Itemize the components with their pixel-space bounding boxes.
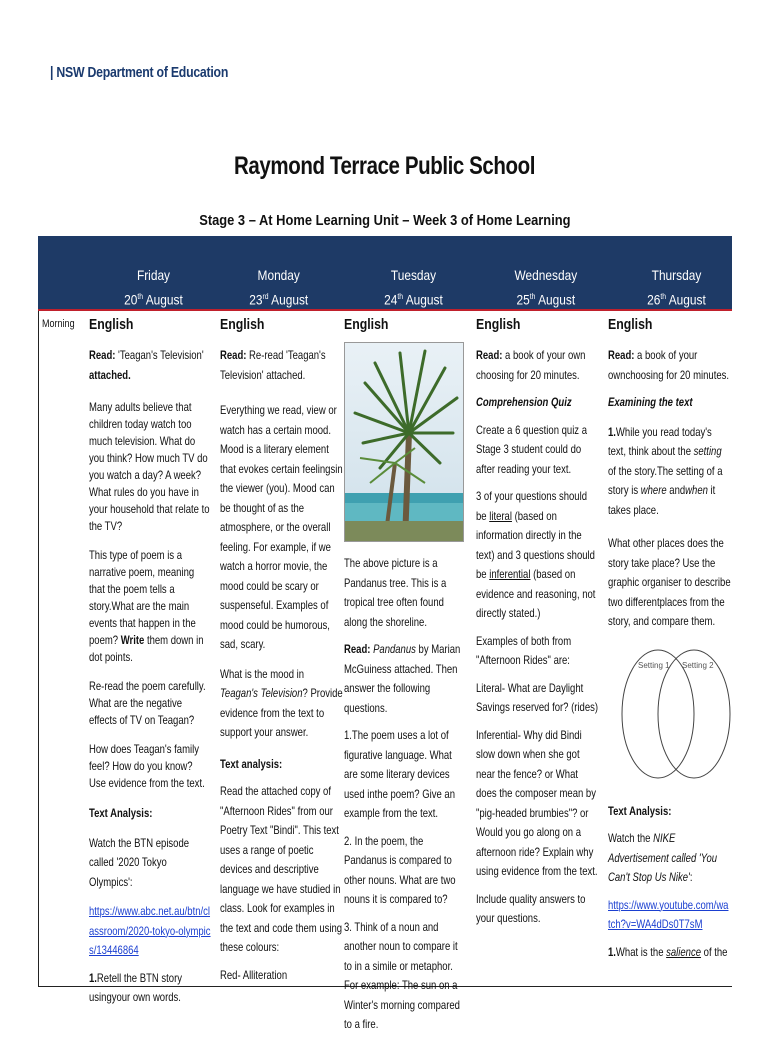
friday-read: Read: 'Teagan's Television' attached. [89,349,204,382]
day-header-thursday: Thursday 26th August [646,267,706,308]
wednesday-column [476,314,602,937]
thursday-column [608,314,734,970]
thursday-para-1: 1.While you read today's text, think about the setting of the story.The setting of a story is where andwhen it takes place. [608,425,723,517]
wednesday-para-1: Create a 6 question quiz a Stage 3 student could do after reading your text. [476,423,587,476]
monday-para-4: Red- Alliteration [220,968,288,982]
thursday-para-4: 1.What is the salience of the [608,945,728,959]
wednesday-quiz-heading: Comprehension Quiz [476,396,572,409]
thursday-text-analysis: Text Analysis: [608,804,672,818]
department-header: | NSW Department of Education [50,64,229,81]
monday-text-analysis: Text analysis: [220,757,283,771]
friday-text-analysis: Text Analysis: [89,807,153,820]
friday-para-6: 1.Retell the BTN story usingyour own words. [89,971,182,1004]
monday-para-2: What is the mood in Teagan's Television? Provide evidence from the text to support your answer. [220,667,343,739]
wednesday-para-5: Inferential- Why did Bindi slow down when she got near the fence? or What does the composer mean by "pig-headed brumbies"? or Would you go along on a afternoon ride? Explain why using evidence from the text. [476,728,598,878]
venn-label-left: Setting 1 [638,661,670,670]
thursday-nike-link[interactable]: https://www.youtube.com/watch?v=WA4dDs0T7sM [608,898,729,931]
wednesday-read: Read: a book of your own choosing for 20 minutes. [476,349,586,382]
subject-heading: English [344,316,389,333]
subject-heading: English [89,316,134,333]
thursday-examining-heading: Examining the text [608,396,693,409]
wednesday-para-6: Include quality answers to your questions. [476,892,586,925]
monday-read: Read: Re-read 'Teagan's Television' attached. [220,349,326,382]
friday-para-4: How does Teagan's family feel? How do you know? Use evidence from the text. [89,743,205,790]
tuesday-question-1: 1.The poem uses a lot of figurative language. What are some literary devices used inthe poem? Give an example from the text. [344,729,455,820]
school-title: Raymond Terrace Public School [234,152,536,180]
tuesday-read: Read: Pandanus by Marian McGuiness attached. Then answer the following questions. [344,643,461,715]
friday-para-3: Re-read the poem carefully. What are the negative effects of TV on Teagan? [89,680,206,727]
monday-column [220,314,346,993]
venn-label-right: Setting 2 [682,661,714,670]
tuesday-para-1: The above picture is a Pandanus tree. This is a tropical tree often found along the shoreline. [344,557,447,629]
monday-para-1: Everything we read, view or watch has a certain mood. Mood is a literary element that evokes certain feelingsin the viewer (you). Mood can be thought of as the atmosphere, or the overall feeling. For example, if we watch a horror movie, the mood could be scary or suspenseful. Examples of mood could be humorous, sad, scary. [220,404,343,651]
subject-heading: English [476,316,521,333]
monday-para-3: Read the attached copy of "Afternoon Rides" from our Poetry Text "Bindi". This text uses a range of poetic devices and descriptive language we have studied in class. Look for examples in the text and code them using these colours: [220,785,343,954]
day-header-monday: Monday 23rd August [249,267,309,308]
tuesday-question-3: 3. Think of a noun and another noun to compare it to in a simile or metaphor. For example: The sun on a Winter's morning compared to a fire. [344,920,460,1031]
table-left-border [38,311,39,987]
wednesday-para-3: Examples of both from "Afternoon Rides" are: [476,634,572,667]
thursday-para-3: Watch the NIKE Advertisement called 'You Can't Stop Us Nike': [608,832,718,884]
subject-heading: English [220,316,265,333]
unit-title: Stage 3 – At Home Learning Unit – Week 3 of Home Learning [199,212,571,229]
pandanus-tree-image [344,342,464,542]
subject-heading: English [608,316,653,333]
day-header-tuesday: Tuesday 24th August [383,267,443,308]
friday-para-1: Many adults believe that children today watch too much television. What do you think? How much TV do you watch a day? A week? What rules do you have in your household that relate to the TV? [89,401,210,533]
friday-para-5: Watch the BTN episode called '2020 Tokyo Olympics': [89,836,190,889]
tuesday-question-2: 2. In the poem, the Pandanus is compared to other nouns. What are two nouns it is compared to? [344,834,456,906]
wednesday-para-4: Literal- What are Daylight Savings reserved for? (rides) [476,681,599,714]
day-header-wednesday: Wednesday 25th August [514,267,578,308]
friday-btn-link[interactable]: https://www.abc.net.au/btn/classroom/2020-tokyo-olympics/13446864 [89,905,211,957]
wednesday-para-2: 3 of your questions should be literal (based on information directly in the text) and 3 questions should be inferential (based on evidence and reasoning, not directly stated.) [476,490,596,620]
day-header-friday: Friday 20th August [123,267,183,308]
thursday-para-2: What other places does the story take place? Use the graphic organiser to describe two differentplaces from the story, and compare them. [608,537,731,628]
thursday-read: Read: a book of your ownchoosing for 20 minutes. [608,349,730,382]
row-label-morning: Morning [42,318,75,330]
venn-diagram [620,644,732,780]
friday-column [89,314,215,1016]
friday-para-2: This type of poem is a narrative poem, meaning that the poem tells a story.What are the main events that happen in the poem? Write them down in dot points. [89,549,204,664]
